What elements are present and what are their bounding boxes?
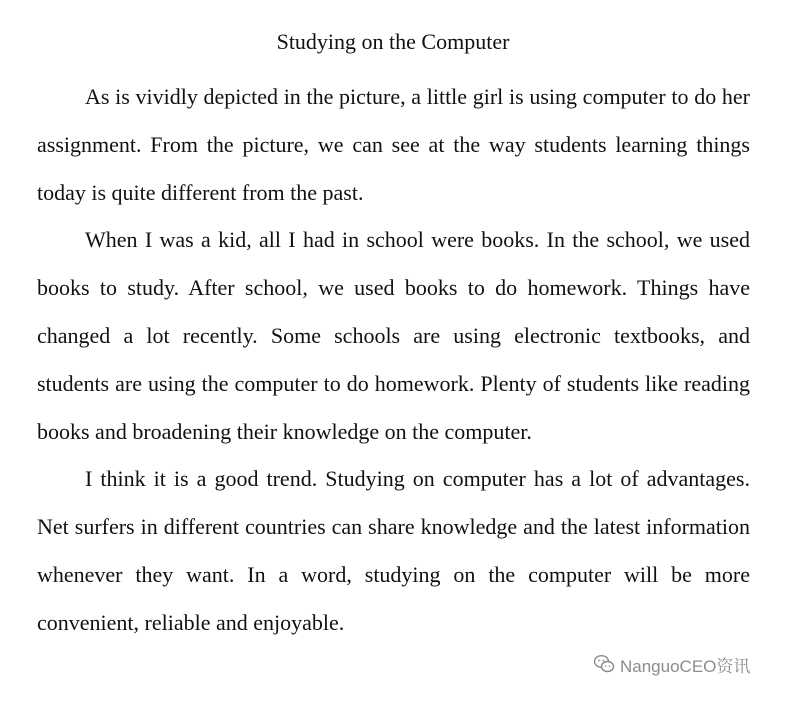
wechat-chat-icon: [592, 652, 616, 676]
paragraph-3: I think it is a good trend. Studying on computer has a lot of advantages. Net surfers in different countries can share knowledge and the latest information whenever they want. In a word, studying on the computer will be more convenient, reliable and enjoyable.: [37, 466, 750, 635]
document-title: Studying on the Computer: [276, 29, 510, 54]
paragraph-2: When I was a kid, all I had in school were books. In the school, we used books to study. After school, we used books to do homework. Things have changed a lot recently. Some schools are using electronic textbooks, and students are using the computer to do homework. Plenty of students like reading books and broadening their knowledge on the computer.: [37, 227, 750, 444]
watermark: [592, 650, 750, 678]
essay-body: [37, 73, 750, 647]
watermark-text: NanguoCEO资讯: [620, 656, 751, 676]
paragraph-1: As is vividly depicted in the picture, a little girl is using computer to do her assignment. From the picture, we can see at the way students learning things today is quite different from the past.: [37, 84, 750, 205]
